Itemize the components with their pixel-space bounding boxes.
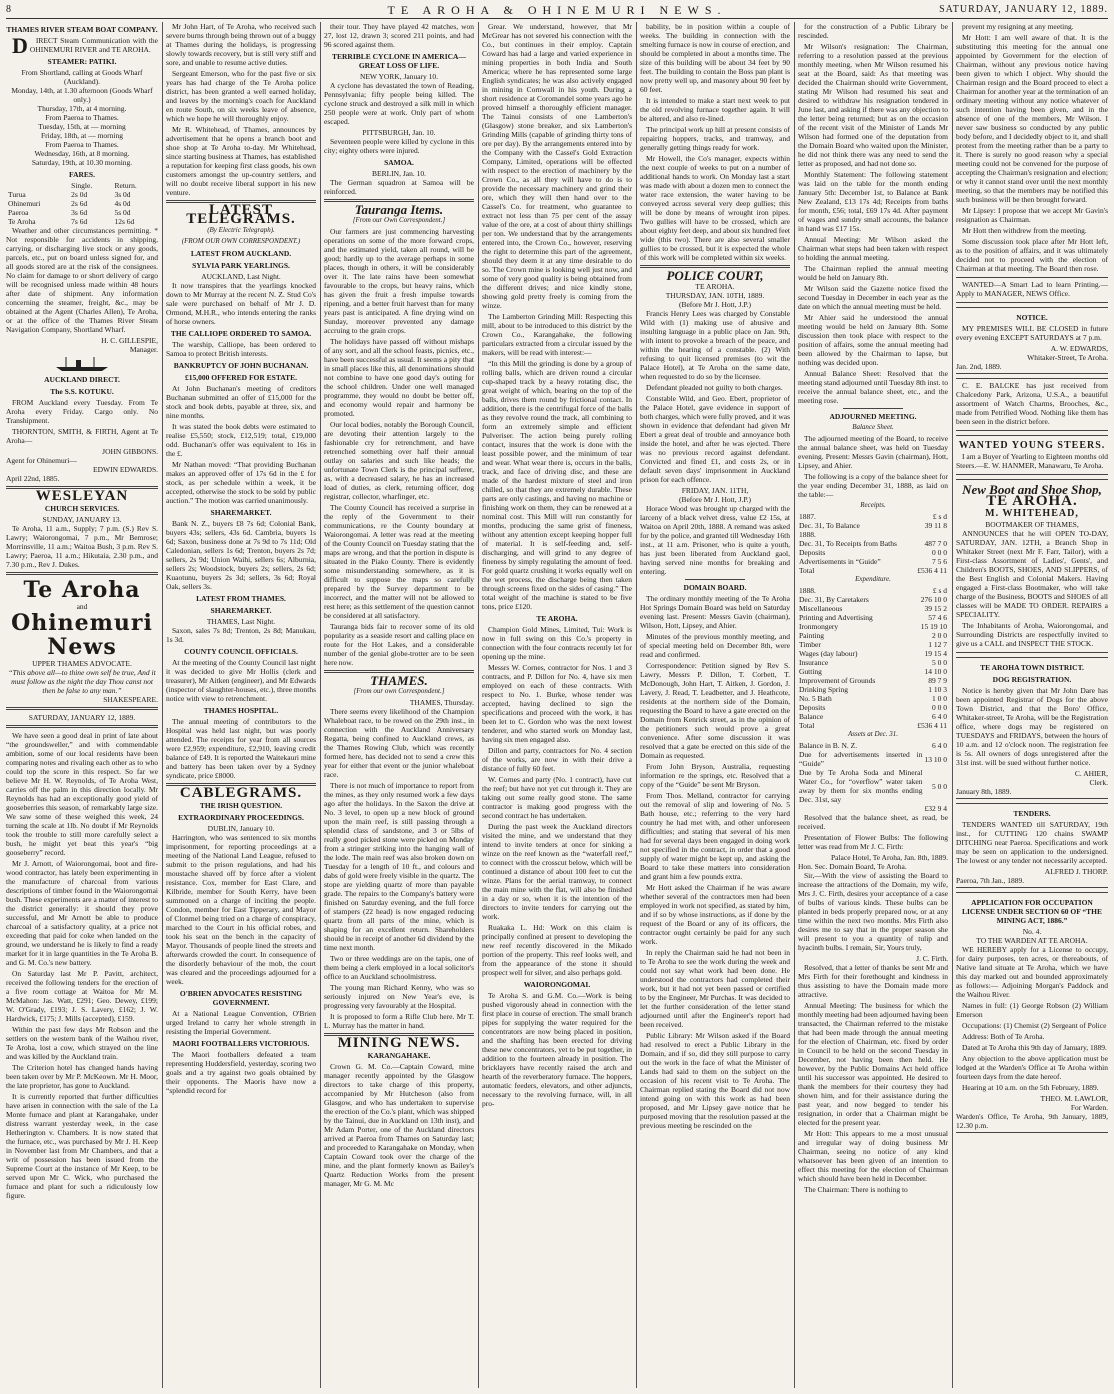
agent-label: Agent for Ohinemuri— bbox=[6, 456, 77, 465]
article-heading: ADJOURNED MEETING. bbox=[829, 412, 917, 421]
paragraph: The warship, Calliope, has been ordered to Samoa to protect British interests. bbox=[166, 340, 316, 358]
paragraph: There seems every likelihood of the Champion Whaleboat race, to be rowed on the 29th inst., in connection with the Auckland Anniversary Regatta, being confined to Auckland crews, as the Thames Rowing Club, which was recently formed here, has decided not to send a crew this year for either that event or the junior whaleboat race. bbox=[324, 707, 474, 779]
paragraph: Mr Wilson's resignation: The Chairman, referring to a resolution passed at the previous monthly meeting, when Mr Wilson resumed his seat at the Board, said: As that meeting was decided the Chairman should write Government, stating Mr Wilson had resumed his seat and desired to withdraw his resignation tendered in June last, and asking if there was any objection to the letter being returned; but as on the occasion of the recent visit of the Minister of Lands Mr Wilson had formed one of the deputation from the Domain Board who waited upon the Minister, he did not think there was any need to send the letter as proposed, and had not done so. bbox=[798, 42, 948, 168]
paragraph: At the meeting of the County Council last night it was decided to give Mr Hollis (clerk and treasurer), Mr Aitken (engineer), and Mr Edwards (inspector of slaughter-houses, etc.), three months notice with view to retrenchment. bbox=[166, 658, 316, 703]
paragraph: Resolved, that a letter of thanks be sent Mr and Mrs Firth for their forethought and kindness in thus assisting to have the Domain made more attractive. bbox=[798, 963, 948, 999]
paragraph: There is not much of importance to report from the mines, as they only resumed work a few days ago after the holidays. In the Saxon the drive at No. 3 level, to open up a new block of ground upon the main reef, is still passing through a splendid class of sandstone, and 3 or 5lbs of really good picked stone were picked on Monday from a stringer striking into the hanging wall of the lode. The main reef was also broken down on Tuesday for a length of 10 ft., and colours and dabs of gold were freely visible in the quartz. The stope are yielding quartz of more than payable grade. The repairs to the Company's battery were finished on Saturday evening, and the full force of stampers (22 head) is now engaged reducing quartz from all parts of the mine, which is shaping for an excellent return. Shareholders should be in receipt of another 6d dividend by the time next month. bbox=[324, 781, 474, 952]
subheading: (FROM OUR OWN CORRESPONDENT.) bbox=[181, 237, 301, 245]
kotuku-heading: The S.S. KOTUKU. bbox=[50, 387, 114, 396]
masthead-title: TE AROHA & OHINEMURI NEWS. bbox=[387, 3, 727, 17]
letter-signature: J. C. Firth. bbox=[916, 954, 948, 963]
paragraph: Defendant pleaded not guilty to both charges. bbox=[646, 383, 783, 392]
dog-registration-ad: TE AROHA TOWN DISTRICT. DOG REGISTRATION. Notice is hereby given that Mr John Dare has been appointed Registrar of Dogs for the above Town District, and that the Boro' Office, Whitaker-street, Te Aroha, will be the Registration office, where dogs may be registered on TUESDAYS and FRIDAYS, between the hours of 10 a.m. and 12 o'clock noon. The registration fee is 5s. All owners of dogs unregistered after the 31st inst. will be sued without further notice. C. AHIER, Clerk. January 8th, 1889. bbox=[956, 657, 1108, 799]
police-court-heading: POLICE COURT, bbox=[666, 268, 764, 283]
paragraph: Mr John Hart, of Te Aroha, who received such severe burns through being thrown out of a buggy at Thames during the holidays, is progressing slowly towards recovery, but is still very stiff and sore, and unable to resume active duties. bbox=[166, 22, 316, 67]
steamship-icon bbox=[52, 356, 112, 372]
assets-table bbox=[798, 741, 948, 813]
paragraph: It is currently reported that further difficulties have arisen in connection with the sale of the La Monte furnace and plant at Karangahake, under distress warrant yesterday week, in the case Hetherington v. Chambers. It is now stated that the furnace, etc., was purchased by Mr J. H. Keep in November last from Mr Chambers, and that a writ of possession has been issued from the Supreme Court at the instance of Mr Keep, to be served upon Mr C. Wick, who purchased the furnace and plant for such a ridiculously low figure. bbox=[6, 1092, 158, 1200]
table-row: Miscellaneous 39 15 2 bbox=[799, 604, 947, 613]
fares-table: Single. Return. Turua 2s 0d 3s 0d Ohinemuri 2s 6d 4s 0d Paeroa 3s 6d 5s 0d Te Aroha 7s 6d 12s 6d bbox=[6, 181, 158, 226]
article-heading: THAMES HOSPITAL. bbox=[203, 706, 279, 715]
dateline: PITTSBURGH, Jan. 10. bbox=[362, 128, 436, 137]
table-row: Paeroa 3s 6d 5s 0d bbox=[8, 208, 131, 217]
column-4 bbox=[482, 22, 632, 1390]
paragraph: Our local bodies, notably the Borough Council, are devoting their attention largely to the fashionable cry for retrenchment, and have retrenched something over half their annual outlay on salaries and such like heads; the unfortunate Town Clerk is the principal sufferer, as, with a decreased salary, he has an increased load of duties, as clerk, returning officer, dog registrar, collector, wharfinger, etc. bbox=[324, 420, 474, 501]
subheading: [From our own Correspondent.] bbox=[353, 687, 445, 695]
paragraph: During the past week the Auckland directors visited the mine, and we understand that they intend to invite tenders at once for sinking a winze on the reef known as the “waterfall reef,” to connect with the crosscut below, which will be continued a distance of about 100 feet to cut the winze. Plans for the aerial tramway, to connect the main mine with the flat, will also be finished in a day or so, when it is the intention of the directors to invite tenders for carrying out the work. bbox=[482, 822, 632, 921]
wesleyan-heading: WESLEYAN bbox=[35, 488, 129, 504]
service-date: SUNDAY, JANUARY 13. bbox=[42, 515, 122, 524]
paragraph: Horace Wood was brought up charged with the larceny of a black velvet dress, value £2 15s, at Waitoa on April 20th, 1888. A remand was asked for by the police, and granted till Wednesday 16th inst., at 11 a.m. Prisoner, who is quite a youth, has just been liberated from Auckland gaol, having served nine months for breaking and entering. bbox=[640, 504, 790, 576]
table-row: Wages (day labour) 19 15 4 bbox=[799, 649, 947, 658]
sailing-times: From Shortland, calling at Goods Wharf (Auckland). Monday, 14th, at 1.30 afternoon (Goods Wharf only.) Thursday, 17th, at 4 morning. From Paeroa to Thames. Tuesday, 15th, at — morning Friday, 18th, at — morning From Paeroa to Thames. Wednesday, 16th, at 8 morning. Saturday, 19th, at 10.30 morning. bbox=[11, 68, 153, 167]
table-row: Dec. 31, To Balance 39 11 8 bbox=[799, 521, 947, 530]
paragraph: At John Buchanan's meeting of creditors Buchanan submitted an offer of £15,000 for the stock and book debts, payable at three, six, and nine months. bbox=[166, 384, 316, 420]
masthead-date: SATURDAY, JANUARY 12, 1889. bbox=[939, 4, 1108, 15]
paragraph: Public Library: Mr Wilson asked if the Board had resolved to erect a Public Library in the Domain, and if so, did they still purpose to carry out the work in the face of what the Minister of Lands had said to them on the subject on the occasion of his recent visit to Te Aroha. The Chairman replied stating the Board did not now intend going on with this work as had been proposed, and Mr Lipsey gave notice that he purposed moving that the resolution passed at the previous meeting be rescinded on the bbox=[640, 1031, 790, 1130]
steam-boat-body: D IRECT Steam Communication with the OHINEMURI RIVER and TE AROHA. bbox=[6, 36, 158, 54]
table-row: Deposits 0 0 0 bbox=[799, 548, 947, 557]
paragraph: Mr R. Whitehead, of Thames, announces by advertisement that he opens a branch boot and shoe shop at Te Aroha to-day. Mr Whitehead, since starting business at Thames, has established a reputation for keeping first class goods, his own customers amongst the up-country settlers, and will no doubt receive liberal support in his new venture. bbox=[166, 125, 316, 197]
paragraph: The German squadron at Samoa will be reinforced. bbox=[324, 178, 474, 196]
tenders-ad: TENDERS. TENDERS WANTED till SATURDAY, 19th inst., for CUTTING 120 chains SWAMP DITCHING near Paeroa. Specifications and work may be seen on application to the undersigned. The lowest or any tender not necessarily accepted. ALFRED J. THORP. Paeroa, 7th Jan., 1889. bbox=[956, 803, 1108, 888]
paragraph: Sergeant Emerson, who for the past five or six years has had charge of the Te Aroha police district, has been granted a well earned holiday, and leaves by the morning's coach for Auckland en route South, on six weeks leave of absence, which we hope he will thoroughly enjoy. bbox=[166, 69, 316, 123]
column-rule bbox=[952, 22, 953, 1388]
paragraph: for the construction of a Public Library be rescinded. bbox=[798, 22, 948, 40]
paragraph: Annual Meeting: The business for which the monthly meeting had been adjourned having been transacted, the Chairman referred to the mistake that had been made through the annual meeting for the election of Chairman, etc. fixed by order in Council to be held on the second Tuesday in December, not having been then held. He however, by the Public Domains Act held office until his successor was appointed. He desired to thank the members for their courtesy they had shown him, and for their assistance during the past year, and now begged to tender his resignation, in order that a Chairman might be elected for the present year. bbox=[798, 1001, 948, 1127]
letter-recipient: Hon. Sec. Domain Board, Te Aroha. bbox=[798, 862, 907, 871]
section-heading: LATEST FROM THAMES. bbox=[196, 594, 286, 603]
paragraph: Seventeen people were killed by cyclone in this city; eighty others were injured. bbox=[324, 137, 474, 155]
whitehead-ad: New Boot and Shoe Shop, TE AROHA. M. WHITEHEAD, BOOTMAKER OF THAMES, ANNOUNCES that he will OPEN TO-DAY, SATURDAY, JAN. 12TH, a Branch Shop in Whitaker Street (next Mr F. Farr, Tailor), with a First-class Assortment of Ladies', Gents', and Children's BOOTS, SHOES, AND SLIPPERS, of the Best English and Colonial Makers. Having engaged a First-class Bootmaker, who will take charge of the Business, BOOTS and SHOES of all classes will be MADE TO ORDER. REPAIRS a SPECIALITY. The Inhabitants of Aroha, Waiorongomai, and Surrounding Districts are respectfully invited to give us a CALL and INSPECT THE STOCK. bbox=[956, 479, 1108, 653]
paragraph: bability, be in position within a couple of weeks. The building in connection with the smelting furnace is now in course of erection, and should be completed in about a months time. The size of this building will be about 34 feet by 90 feet. The building to contain the Boss pan plant is now pretty well up, and masonry about 90 feet by 60 feet. bbox=[640, 22, 790, 94]
subheading: (Before Mr J. Hott, J.P.) bbox=[678, 495, 752, 504]
paragraph: Mr Nathan moved: “That providing Buchanan makes an approved offer of 17s 6d in the £ for stock, as per schedule within a week, it be accepted, otherwise the stock to be sold by public auction.” The motion was carried unanimously. bbox=[166, 460, 316, 505]
paragraph: Monthly Statement: The following statement was laid on the table for the month ending January 5th: December 1st, to Balance at Bank New Zealand, £13 17s 4d; Receipts from baths for month, £56; total, £69 17s 4d. After payment of wages and sundry small accounts, the balance in hand was £17 15s. bbox=[798, 170, 948, 233]
paragraph: prevent my resigning at any meeting. bbox=[962, 22, 1074, 31]
steamer-name: STEAMER: PATIKI. bbox=[47, 57, 117, 66]
paragraph: Harrington, who was sentenced to six months imprisonment, for reporting proceedings at a meeting of the National Land League, refused to submit to the prison regulations, and had his moustache shaved off by force after a violent resistance. Cox, member for East Clare, and Kilbride, member for South Kerry, have been summoned on a charge of inciting the people. Condon, member for East Tipperary, and Mayor of Clonmel being tried on a charge of conspiracy, marched to the Court in his official robes, and took his seat on the bench in the capacity of Mayor. Thousands of people lined the streets and afterwards crowded the court. In consequence of the disorderly behaviour of the mob, the court was cleared and the proceedings adjourned for a week. bbox=[166, 833, 316, 986]
column-rule bbox=[162, 22, 163, 1388]
subheading: [From our Own Correspondent.] bbox=[352, 216, 446, 224]
auckland-direct-heading: AUCKLAND DIRECT. bbox=[44, 375, 120, 384]
paragraph: It now transpires that the yearlings knocked down to Mr Murray at the recent N. Z. Stud Co's sale were purchased on behalf of Mr J. D. Ormond, M.H.R., who intends entering the ranks of horse owners. bbox=[166, 281, 316, 326]
paragraph: Crown G. M. Co.—Captain Coward, mine manager recently appointed by the Glasgow directors to take charge of this property, accompanied by Mr Hutcheson (also from Glasgow, and who has undertaken to supervise the erection of the Co.'s plant, which was shipped by the Tainui, due in Auckland on 13th inst), and Mr Adam Porter, one of the Auckland directors arrived at Paeroa from Thames on Saturday last; and proceeded to Karangahake on Monday, when Captain Coward took over the charge of the mine, and the plant formerly known as Bailey's Quartz Reduction Works from the present manager, Mr G. M. Mc bbox=[324, 1062, 474, 1188]
wanted-steers-ad: WANTED YOUNG STEERS. I am a Buyer of Yearling to Eighteen months old Steers.—E. W. HANMER, Manawaru, Te Aroha. bbox=[956, 435, 1108, 475]
column-rule bbox=[478, 22, 479, 1388]
table-row: Due by Te Aroha Soda and Mineral Water Co., for “overflow” water taken away by them for six months ending Dec. 31st, say 5 0 0 bbox=[799, 768, 947, 804]
expenditure-table bbox=[798, 586, 948, 730]
paragraph: It was stated the book debts were estimated to realise £5,550; stock, £12,519; total, £19,000 odd. Buchanan's offer was equivalent to 16s in the £. bbox=[166, 422, 316, 458]
table-row: Total £536 4 11 bbox=[799, 566, 947, 575]
steam-boat-heading: THAMES RIVER STEAM BOAT COMPANY. bbox=[6, 25, 158, 34]
column-1 bbox=[6, 22, 158, 1390]
occupation-license-ad: APPLICATION FOR OCCUPATION LICENSE UNDER SECTION 60 OF “THE MINING ACT, 1886.” No. 4. TO THE WARDEN AT TE AROHA. WE HEREBY apply for a License to occupy, for dairy purposes, ten acres, or thereabouts, of Native land situate at Te Aroha, which we have this day marked out and bounded approximately as follows:— Adjoining Morgan's Paddock and the Waihou River. Names in full: (1) George Robson (2) William Emerson Occupations: (1) Chemist (2) Sergeant of Police Address: Both of Te Aroha. Dated at Te Aroha this 9th day of January, 1889. Any objection to the above application must be lodged at the Warden's Office at Te Aroha within fourteen days from the date hereof. Hearing at 10 a.m. on the 5th February, 1889. THEO. M. LAWLOR, For Warden. Warden's Office, Te Aroha, 9th January, 1889, 12.30 p.m. bbox=[956, 892, 1108, 1133]
table-row: £32 9 4 bbox=[924, 804, 947, 813]
subheading: Assets at Dec. 31. bbox=[848, 730, 898, 738]
paragraph: From John Bryson, Australia, requesting information re the springs, etc. Resolved that a copy of the “Guide” be sent Mr Bryson. bbox=[640, 762, 790, 789]
steam-notice: Weather and other circumstances permitting. * Not responsible for accidents in shipping, carrying, or discharging live stock or any goods, parcels, etc., put on board unless signed for, and all goods stored are at the risk of the consignees. No claim for damage to or short delivery of cargo will be recognised unless made within 48 hours after date of shipment. Any information concerning the steamer, freight, &c., may be obtained at the Agent (Charles Allen), Te Aroha, or at the office of the Thames River Steam Navigation Company, Shortland Wharf. bbox=[6, 226, 158, 334]
table-row: Ohinemuri 2s 6d 4s 0d bbox=[8, 199, 131, 208]
article-heading: TE AROHA. bbox=[536, 614, 578, 623]
tauranga-heading: Tauranga Items. bbox=[354, 202, 444, 217]
paragraph: Bank N. Z., buyers £8 7s 6d; Colonial Bank, buyers 43s; sellers, 43s 6d. Cambria, buyers 1s 6d; Saxon, business done at 7s 9d to 7s 11d; Old Caledonian, sellers 1s 6d; Trenton, buyers 2s 7d; sellers, 2s 9d; Union Waihi, sellers 6s; Alburnia, sellers 2s; Woodstock, buyers 2s; sellers, 2s 6d; Kuaotunu, buyers 2s 3d; sellers, 3s 6d; Royal Oak, sellers 3s. bbox=[166, 519, 316, 591]
column-6 bbox=[798, 22, 948, 1390]
table-row: Advertisements in “Guide” 7 5 6 bbox=[799, 557, 947, 566]
table-row: 1888. £ s d bbox=[799, 586, 947, 595]
paragraph: The Chairman: There is nothing to bbox=[804, 1185, 908, 1194]
paragraph: Messrs W. Cornes, contractor for Nos. 1 and 3 contracts, and P. Dillon for No. 4, have six men employed on each of these contracts. With respect to No. 1. Burke, whose tender was accepted, having declined to sign the specifications and proceed with the work, it has been let to C. Gordon who was the next lowest tenderer, and who started work on Monday last, having six men engaged also. bbox=[482, 663, 632, 744]
paragraph: Mr Hott then withdrew from the meeting. bbox=[962, 226, 1087, 235]
paragraph: Two or three weddings are on the tapis, one of them being a clerk employed in a local solicitor's office to an Auckland schoolmistress. bbox=[324, 954, 474, 981]
subheading: Balance Sheet. bbox=[852, 423, 894, 431]
masthead bbox=[6, 2, 1108, 19]
paragraph: Mr Lipsey: I propose that we accept Mr Gavin's resignation as Chairman. bbox=[956, 206, 1108, 224]
paragraph: The following is a copy of the balance sheet for the year ending December 31, 1888, as laid on the table:— bbox=[798, 472, 948, 499]
article-heading: SHAREMARKET. bbox=[210, 508, 272, 517]
paragraph: Presentation of Flower Bulbs: The following letter was read from Mr J. C. Firth: bbox=[798, 833, 948, 851]
newspaper-title: Ohinemuri News bbox=[11, 610, 153, 660]
newspaper-motto: “This above all—to thine own self be true, And it must follow as the night the day Thou canst not then be false to any man.” bbox=[8, 668, 156, 695]
dateline: FRIDAY, JAN. 11TH, bbox=[681, 486, 749, 495]
paragraph: Mr Hott: This appears to me a most unusual and irregular way of doing business Mr Chairman, seeing no notice of any kind whatsoever has been given of an intention to effect this meeting for the election of Chairman which should have been held in December. bbox=[798, 1129, 948, 1183]
paragraph: Resolved that the balance sheet, as read, be received. bbox=[798, 813, 948, 831]
paragraph: Ruakaka L. Hd: Work on this claim is principally confined at present to developing the new reef recently discovered in the Mikado portion of the property. This reef looks well, and from the appearance of the stone it should prospect well for silver, and also perhaps gold. bbox=[482, 923, 632, 977]
table-row: Timber 1 12 7 bbox=[799, 640, 947, 649]
paragraph: Correspondence: Petition signed by Rev S. Lawry, Messrs P. Dillon, T. Corbett, T. McDonough, John Hart, T. Aitken, J. Gordon, J. Lavery, J. Read, T. Leadbetter, and J. Heathcote, residents at the northern side of the Domain, requesting the Board to have a gate erected on the Domain from Kenrick street, as in the opinion of the petitioners such would prove a great convenience. After some discussion it was resolved that a gate be erected on this side of the Domain as requested. bbox=[640, 661, 790, 760]
church-services: Te Aroha, 11 a.m., Supply; 7 p.m. (S.) Rev S. Lawry; Waiorongomai, 7 p.m., Mr Bemrose; Morrinsville, 11 a.m.; Waitoa Bush, 3 p.m. Rev S. Lawry; Paeroa, 11 a.m.; Hikutaia, 2.30 p.m., and 7.30 p.m., Rev J. Dukes. bbox=[6, 524, 158, 569]
table-row: Te Aroha 7s 6d 12s 6d bbox=[8, 217, 135, 226]
dateline: DUBLIN, January 10. bbox=[207, 824, 275, 833]
paragraph: We have seen a good deal in print of late about “the groundsweller,” and with commendable ambition, some of our local residents have been comparing notes and rivaling each other as to who could top the score in this respect. So far we believe Mr H. W. Reynolds, of Te Aroha West, carries off the palm in this direction locally. Mr Reynolds has had an exceptionally good yield of gooseberries this season, of remarkably large size. We saw some of these weighed this week, 24 turning the scale at 1lb. No doubt if Mr Reynolds took the trouble to still more carefully select a bush, he might yet beat this year's “big gooseberry” record. bbox=[6, 731, 158, 857]
table-row: 1888. bbox=[799, 530, 816, 539]
table-row: Turua 2s 0d 3s 0d bbox=[8, 190, 131, 199]
paragraph: A cyclone has devastated the town of Reading, Pennsylvania; fifty people being killed. The cyclone struck and destroyed a silk mill in which 250 people were at work. Only part of whom escaped. bbox=[324, 81, 474, 126]
table-row: 1887. £ s d bbox=[799, 512, 947, 521]
table-row: Insurance 5 0 0 bbox=[799, 658, 947, 667]
drop-cap: D bbox=[12, 33, 28, 58]
paragraph: Mr Hott asked the Chairman if he was aware whether several of the contractors men had been employed in work not specified, as stated by him, and if so by whose instructions, as if done by the request of the Board or any of its officers, the contractor ought certainly be paid for any such work. bbox=[640, 883, 790, 946]
paragraph: It is intended to make a start next week to put the old revolving furnace together again. It will be altered, and also re-lined. bbox=[640, 96, 790, 123]
agent-name: EDWIN EDWARDS. bbox=[93, 465, 158, 474]
column-rule bbox=[794, 22, 795, 1388]
paragraph: From Thos. Melland, contractor for carrying out the removal of slip and lowering of No. 5 Bath house, etc.; referring to the very hard country he had met with, and other unforeseen difficulties; and stating that several of his men had for several days been engaged in doing work not specified in the contract, in order that a good supply of water might be kept up, and asking the Board to take these matters into consideration and grant him a few pounds extra. bbox=[640, 791, 790, 881]
paragraph: Constable Wild, and Geo. Ebert, proprietor of the Palace Hotel, gave evidence in support of both charges, which were fully proved, and it was shown in evidence that defendant had given Mr Ebert a great deal of trouble and annoyance both inside the hotel, and after he was ejected. There was no previous record against defendant. Convicted and fined £1, and costs 2s, or in default seven days' imprisonment in Auckland prison for each offence. bbox=[640, 394, 790, 484]
subheading: Receipts. bbox=[860, 501, 886, 509]
article-heading: MAORI FOOTBALLERS VICTORIOUS. bbox=[172, 1039, 310, 1048]
latest-telegrams-heading: LATEST TELEGRAMS. bbox=[186, 202, 296, 227]
table-row: Balance in B. N. Z. 6 4 0 bbox=[799, 741, 947, 750]
column-2 bbox=[166, 22, 316, 1390]
page-number: 8 bbox=[6, 4, 12, 15]
paragraph: “In this Mill the grinding is done by a group of rolling balls, which are driven round a circular cup-shaped track by a heavy rotating disc, the great weight of which, bearing on the top of the balls, drives them round by frictional contact. In addition, there is the centrifugal force of the balls as they revolve round the track, all combining to form an extremely simple and efficient Pulveriser. The action being purely rolling contact, insures that the work is done with the least possible power, and the minimum of tear and wear. What wear there is, occurs in the balls, track, and face of driving disc, and these are made of the hardest mixture of steel and iron chilled, so that they are extremely durable. These parts are only castings, and having no machine or finishing work on them, they can be renewed at a nominal cost. This Mill will run constantly for months, producing the same grist of fineness, without any attention except keeping hopper full of material. It is self-feeding and, self-discharging, and will grind to any degree of fineness by simply regulating the amount of feed. For gold quartz crushing it works equally well on the wet process, the discharge being then taken through screens fixed on the sides of casing.” The total weight of the machine is stated to be five tons, price £120. bbox=[482, 359, 632, 611]
kotuku-agents: THORNTON, SMITH, & FIRTH, Agent at Te Aroha— bbox=[6, 427, 158, 445]
church-heading: CHURCH SERVICES. bbox=[44, 504, 120, 513]
article-heading: SHAREMARKET. bbox=[210, 606, 272, 615]
article-heading: SAMOA. bbox=[384, 158, 414, 167]
dateline: TE AROHA. bbox=[695, 282, 735, 291]
paragraph: At a National League Convention, O'Brien urged Ireland to carry her whole strength in resisting the Imperial Government. bbox=[166, 1009, 316, 1036]
wanted-lad-ad: WANTED—A Smart Lad to learn Printing.—Apply to MANAGER, NEWS Office. bbox=[956, 277, 1108, 303]
paragraph: Francis Henry Lees was charged by Constable Wild with (1) making use of abusive and insulting language in a public place on Jan. 9th, with intent to provoke a breach of the peace, and within the hearing of a constable. (2) With refusing to quit licensed premises (to wit the Palace Hotel), at Te Aroha on the same date, when requested to do so by the licensee. bbox=[640, 309, 790, 381]
paragraph: The young man Richard Kenny, who was so seriously injured on New Year's eve, is progressing very favourably at the Hospital. bbox=[324, 983, 474, 1010]
paragraph: Mr J. Arnott, of Waiorongomai, boot and fire-wood contractor, has lately been experimenting in the manufacture of charcoal from various descriptions of timber found in the Waiorongomai bush. These experiments are a matter of interest to the district generally: it should they prove successful, and Mr Arnott be able to produce charcoal of a satisfactory quality, at a price not exceeding that paid for coke when landed on the ground, we understand he is likely to find a ready market for it in large quantities in the Te Aroha B. and G. M. Co.'s new battery. bbox=[6, 859, 158, 967]
paragraph: In reply the Chairman said he had not been in to Te Aroha to see the work during the week and could not say what work had been done. He understood the contractors had completed their work, but it had not yet been passed or certified to by the Engineer, Mr Purchas. It was decided to let the further consideration of the letter stand adjourned until after the Engineer's report had been received. bbox=[640, 948, 790, 1029]
table-row: Painting 2 0 0 bbox=[799, 631, 947, 640]
paragraph: Dillon and party, contractors for No. 4 section of the works, are now in with their drive a distance of fully 60 feet. bbox=[482, 746, 632, 773]
dateline: THURSDAY, JAN. 10TH, 1889. bbox=[665, 291, 765, 300]
column-3 bbox=[324, 22, 474, 1390]
table-row: Balance 6 4 0 bbox=[799, 712, 947, 721]
paragraph: Annual Meeting: Mr Wilson asked the Chairman what steps had been taken with respect to holding the annual meeting. bbox=[798, 235, 948, 262]
subheading: Expenditure. bbox=[855, 575, 891, 583]
dateline: AUCKLAND, Last Night. bbox=[201, 272, 281, 281]
dateline: NEW YORK, January 10. bbox=[359, 72, 439, 81]
article-heading: THE IRISH QUESTION. bbox=[199, 801, 283, 810]
paragraph: Mr Ahier said he understood the annual meeting would be held on January 8th. Some discussion then took place with respect to the position of affairs, some the annual meeting had been allowed by the Chairman to lapse, but nothing was decided upon. bbox=[798, 313, 948, 367]
paragraph: Minutes of the previous monthly meeting, and of special meeting held on December 8th, were read and confirmed. bbox=[640, 632, 790, 659]
paragraph: The Criterion hotel has changed hands having been taken over by Mr P. McKeown. Mr H. Moor, the late proprietor, has gone to Auckland. bbox=[6, 1063, 158, 1090]
table-row: Improvement of Grounds 89 7 9 bbox=[799, 676, 947, 685]
table-row: Ironmongery 15 19 10 bbox=[799, 622, 947, 631]
paragraph: Mr Howell, the Co's manager, expects within the next couple of weeks to put on a number of additional hands to work. On Monday last a start was made with about a dozen men to connect the water race extension, the water having to be conveyed across several very deep gullies; this will be done by means of wrought iron pipes. Two gullies will have to be crossed, which are about eighty feet deep, and about six hundred feet wide (this two). There are also several smaller gullies to be crossed, but it is expected the whole of this work will be completed within six weeks. bbox=[640, 154, 790, 262]
paragraph: Some discussion took place after Mr Hott left, as to the position of affairs, and it was ultimately decided not to proceed with the election of Chairman at that meeting. The Board then rose. bbox=[956, 237, 1108, 273]
paragraph: Mr Wilson said the Gazette notice fixed the second Tuesday in December in each year as the date on which the annual meeting must be held. bbox=[798, 284, 948, 311]
paragraph: It is proposed to form a Rifle Club here. Mr T. L. Murray has the matter in hand. bbox=[324, 1012, 474, 1030]
dateline: THAMES, Thursday. bbox=[409, 698, 474, 707]
balcke-ad: C. E. BALCKE has just received from Chalcedony Park, Arizona, U.S.A., a beautiful assortment of Watch Charms, Brooches, &c., made from Petrified Wood. Nothing like them has been seen in the district before. bbox=[956, 378, 1108, 431]
column-rule bbox=[636, 22, 637, 1388]
paragraph: Within the past few days Mr Robson and the settlers on the western bank of the Waihou river, Te Aroha, lost a cow, which strayed on the line and was killed by the Auckland train. bbox=[6, 1025, 158, 1061]
letter-address: Palace Hotel, Te Aroha, Jan. 8th, 1889. bbox=[830, 853, 948, 862]
article-heading: O'BRIEN ADVOCATES RESISTING GOVERNMENT. bbox=[179, 989, 303, 1007]
cablegrams-heading: CABLEGRAMS. bbox=[179, 785, 303, 801]
paragraph: The Lamberton Grinding Mill: Respecting this mill, about to be introduced to this district by the Crown Co., Karangahake, the following particulars extracted from a circular issued by the makers, will be read with interest:— bbox=[482, 312, 632, 357]
subheading: (Before Mr J. Hott, J.P.) bbox=[678, 300, 752, 309]
article-heading: WAIORONGOMAI. bbox=[523, 980, 591, 989]
paragraph: their tour. They have played 42 matches, won 27, lost 12, drawn 3; scored 211 points, and had 96 scored against them. bbox=[324, 22, 474, 49]
thames-heading: THAMES. bbox=[370, 673, 428, 688]
notice-ad: NOTICE. MY PREMISES WILL BE CLOSED in future every evening EXCEPT SATURDAYS at 7 p.m. A. W. EDWARDS, Whitaker-Street, Te Aroha. Jan. 2nd, 1889. bbox=[956, 307, 1108, 374]
article-heading: TERRIBLE CYCLONE IN AMERICA—GREAT LOSS OF LIFE. bbox=[332, 52, 466, 70]
dateline: THAMES, Last Night. bbox=[206, 617, 276, 626]
manager-title: Manager. bbox=[129, 345, 158, 354]
paragraph: W. Cornes and party (No. 1 contract), have cut the reef; but have not yet cut through it. They are taking out some really good stone. The same contractor is making good progress with the second contract he has undertaken. bbox=[482, 775, 632, 820]
issue-date: SATURDAY, JANUARY 12, 1889. bbox=[28, 713, 136, 722]
newspaper-subtitle: UPPER THAMES ADVOCATE. bbox=[32, 659, 132, 668]
paragraph: Sir,—With the view of assisting the Board to increase the attractions of the Domain, my wife, Mrs J. C. Firth, desires your acceptance of a case of bulbs of various kinds. These bulbs can be planted in beds properly prepared now, or at any time within the next two months. Mrs Firth also desires me to say that in the proper season she will present to you a quantity of tulip and hyacinth bulbs. I remain, Sir, Yours truly, bbox=[798, 871, 948, 952]
paragraph: On Saturday last Mr P. Pavitt, architect, received the following tenders for the erection of a five room cottage at Waitoa for Mr M. McMahon: Jas. Watt, £291; Geo. Dewey, £199; W. O'Grady, £193; J. S. Lavery, £162; J. W. Hardwick, £175; J. Mills (accepted), £159. bbox=[6, 969, 158, 1023]
agent-name: JOHN GIBBONS. bbox=[102, 447, 158, 456]
table-row: Gutting 14 10 0 bbox=[799, 667, 947, 676]
table-row: Dec. 31, By Caretakers 276 10 0 bbox=[799, 595, 947, 604]
newspaper-title-and: and bbox=[76, 602, 88, 611]
dateline: BERLIN, Jan. 10. bbox=[372, 169, 426, 178]
paragraph: The ordinary monthly meeting of the Te Aroha Hot Springs Domain Board was held on Saturday evening last. Present: Messrs Gavin (chairman), Wilson, Hott, Lipsey, and Ahier. bbox=[640, 594, 790, 630]
article-heading: SYLVIA PARK YEARLINGS. bbox=[192, 261, 290, 270]
section-heading: LATEST FROM AUCKLAND. bbox=[190, 249, 292, 258]
paragraph: The principal work up hill at present consists of repairing hoppers, tracks, and tramway, and generally getting things ready for work. bbox=[640, 125, 790, 152]
paragraph: Tauranga bids fair to recover some of its old popularity as a seaside resort and calling place en route for the Hot Lakes, and a considerable number of the genial globe-trotter are to be seen here now. bbox=[324, 622, 474, 667]
table-row: No. 5 Bath 1 0 0 bbox=[799, 694, 947, 703]
paragraph: The County Council has received a surprise in the reply of the Government to their communications, re the County boundary at Waiorongomai. A letter was read at the meeting of the County Council on Tuesday stating that the maps are wrong, and that the portion in dispute is situated in the Piako County. There is evidently some misunderstanding somewhere, as it is difficult to suppose the maps so carefully prepared by the Survey department to be incorrect, and the matter will not be allowed to rest here; as this settlement of the question cannot be considered at all satisfactory. bbox=[324, 503, 474, 620]
table-row: Deposits 0 0 0 bbox=[799, 703, 947, 712]
paragraph: Grear. We understand, however, that Mr McGrear has not severed his connection with the Co., but continues in their employ. Captain Coward has had a large and varied experience in mining properties in both India and South America; where he has represented some large English syndicates; he was also actively engaged in mining in Cornwall in his youth. During a short residence at Coromandel some years ago he proved himself a thoroughly efficient manager. The Tainui consists of one Lamberton's (Glasgow) stone breaker, and six Lamberton's Grinding Mills (capable of grinding thirty tons of ore per day). By the arrangements entered into by the Company with the Cassel's Gold Extraction Company, Limited, operations will be effected with respect to the erection of machinery by the Crown Co., as all they will have to do is to provide the necessary machinery and grind their ore, which they will then hand over to the Cassel's Co. for treatment, who guarantee to extract not less than 75 per cent of the assay value of the ore, at a cost of about thirty shillings per ton. We understand that by the arrangements entered into, the Crown Co., however, reserving the right to determine this part of the agreement, should they deem it at any time desirable to do so. The Crown mine is looking well just now, and some of very good quality is being obtained from the different drives; and nice kindly stone, showing gold pretty freely is coming from the winze. bbox=[482, 22, 632, 310]
paragraph: The Maori footballers defeated a team representing Huddersfield, yesterday, scoring two goals and a try against two goals obtained by their opponents. The Maoris have now a “splendid record for bbox=[166, 1050, 316, 1095]
table-row: Drinking Spring 1 10 3 bbox=[799, 685, 947, 694]
table-row: Printing and Advertising 57 4 6 bbox=[799, 613, 947, 622]
paragraph: Our farmers are just commencing harvesting operations on some of the more forward crops, and the estimated yield, taken all round, will be good; hardly up to the average perhaps in some places, though in others, it will be considerably over it. The late rains have been somewhat favourable to the crops, but heavy rains, which has given the fruit a fresh impulse towards ripening, and a better fruit harvest than for many years past is anticipated. A fine drying wind on Sunday, moreover prevented any damage accruing to the grain crops. bbox=[324, 227, 474, 335]
kotuku-body: FROM Auckland every Tuesday. From Te Aroha every Friday. Cargo only. No Transhipment. bbox=[6, 398, 158, 425]
article-heading: COUNTY COUNCIL OFFICIALS. bbox=[184, 647, 298, 656]
paragraph: The Chairman replied the annual meeting would be held on January 8th. bbox=[798, 264, 948, 282]
ad-date: April 22nd, 1885. bbox=[6, 474, 60, 483]
paragraph: The annual meeting of contributors to the Hospital was held last night, but was poorly attended. The receipts for year from all sources were £2,959; expenditure, £2,910, leaving credit balance of £49. It is reported the Waitekauri mine and battery has been taken over by a Sydney syndicate, price £8000. bbox=[166, 717, 316, 780]
table-row: Due for advertisements inserted in “Guide” 13 10 0 bbox=[799, 750, 947, 768]
paragraph: The holidays have passed off without mishaps of any sort, and all the school feasts, picnics, etc., have been successful as usual. It seems a pity that in small places like this, all denominations should not combine to have one good day's outing for the school children. Under one well managed programme, they would no doubt be better off, and economy would repair and harmony be promoted. bbox=[324, 337, 474, 418]
article-subheading: EXTRAORDINARY PROCEEDINGS. bbox=[178, 813, 304, 822]
fares-heading: FARES. bbox=[69, 170, 95, 179]
paragraph: The adjourned meeting of the Board, to receive the annual balance sheet, was held on Tuesday evening. Present: Messrs Gavin (chairman), Hott, Lipsey, and Ahier. bbox=[798, 434, 948, 470]
newspaper-title: Te Aroha bbox=[23, 577, 141, 603]
paragraph: Mr Hott: I am well aware of that. It is the substituting this meeting for the annual one appointed by Government for the election of Chairman, without any previous notice having been given to which I object. Why should the Chairman resign and the Board proceed to elect a Chairman for another year at the termination of an ordinary meeting without any notice whatever of such intention having been given, and in the absence of one of the members, Mr Wilson. I never saw business so conducted by any public body before, and I decidedly object to it, and shall protest from the meeting rather than be a party to it. There is surely no good reason why a special meeting could not be convened for the purpose of accepting the Chairman's resignation and election; or why it cannot stand over until the next monthly meeting, so that the members may be notified this such business will be then brought forward. bbox=[956, 33, 1108, 204]
article-heading: DOMAIN BOARD. bbox=[683, 583, 747, 592]
table-row: Total £536 4 11 bbox=[799, 721, 947, 730]
subheading: (By Electric Telegraph). bbox=[207, 226, 275, 234]
column-5 bbox=[640, 22, 790, 1390]
column-rule bbox=[320, 22, 321, 1388]
mining-news-heading: MINING NEWS. bbox=[337, 1035, 461, 1051]
motto-source: SHAKESPEARE. bbox=[103, 695, 158, 704]
article-heading: BANKRUPTCY OF JOHN BUCHANAN. bbox=[173, 361, 309, 370]
paragraph: Annual Balance Sheet: Resolved that the meeting stand adjourned until Tuesday 8th inst. to receive the annual balance sheet, etc., and the meeting rose. bbox=[798, 369, 948, 405]
paragraph: Saxon, sales 7s 8d; Trenton, 2s 8d; Manukau, 1s 3d. bbox=[166, 626, 316, 644]
table-row: Dec. 31, To Receipts from Baths 487 7 0 bbox=[799, 539, 947, 548]
column-7 bbox=[956, 22, 1108, 1390]
article-subheading: £15,000 OFFERED FOR ESTATE. bbox=[184, 373, 298, 382]
manager-name: H. C. GILLESPIE, bbox=[101, 336, 158, 345]
paragraph: Te Aroha S. and G.M. Co.—Work is being pushed vigorously ahead in connection with the first place in course of erection. The small branch pipes for supplying the water required for the concentrators are now being placed in position, and the shafting has been erected for driving these new concentrators, yet to be put together, in addition to the fourteen already in position. The bricklayers have recently raised the arch and hearth of the reverberatory furnace. The hoppers, automatic feeders, elevators, and other adjuncts, necessary to the revolving furnace, will, in all pro- bbox=[482, 991, 632, 1108]
receipts-table bbox=[798, 512, 948, 575]
article-heading: KARANGAHAKE. bbox=[367, 1051, 431, 1060]
paragraph: Champion Gold Mines, Limited, Tui: Work is now in full swing on this Co.'s property in connection with the four contracts recently let for opening up the mine. bbox=[482, 625, 632, 661]
article-heading: THE CALLIOPE ORDERED TO SAMOA. bbox=[170, 329, 312, 338]
